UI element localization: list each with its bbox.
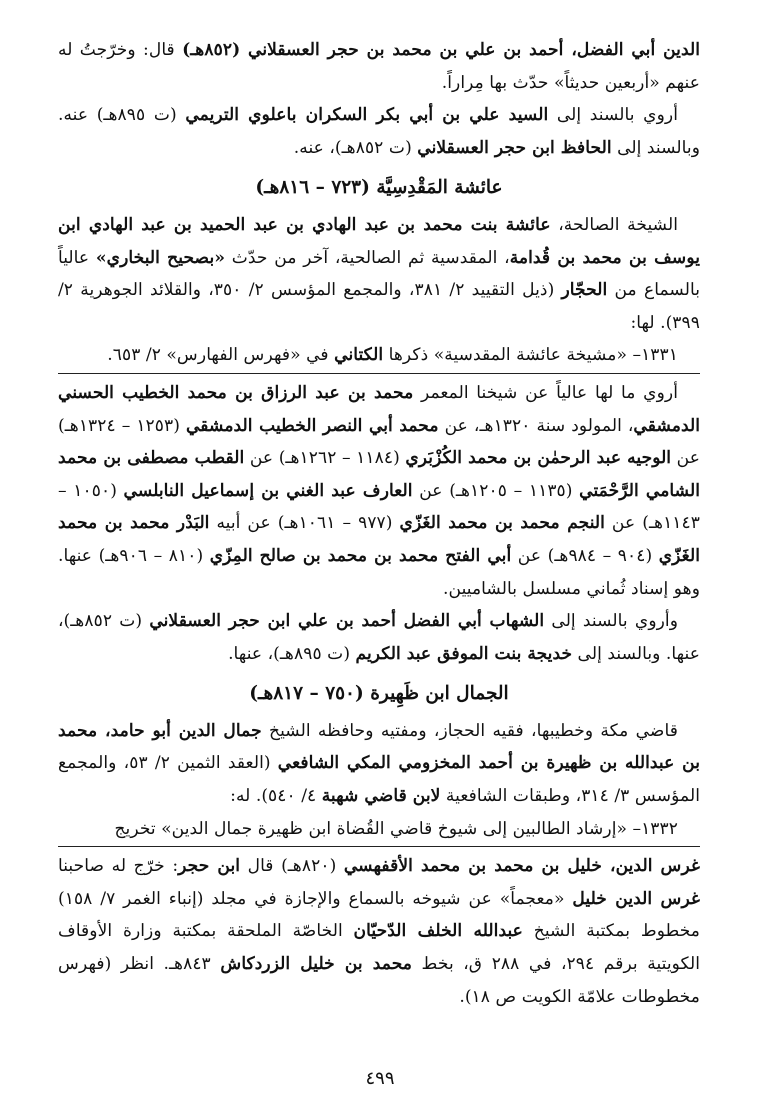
scholar-name: البَدْر محمد بن محمد الغَزّي	[58, 513, 700, 566]
scholar-name: عائشة بنت محمد بن عبد الهادي بن عبد الحميد بن عبد الهادي ابن يوسف بن محمد بن قُدامة	[58, 214, 700, 268]
text-run: «معجماً» عن شيوخه بالسماع والإجازة في مجلد (إنباء الغمر ٧/ ١٥٨) مخطوط بمكتبة الشيخ	[58, 888, 700, 942]
text-run: الخاصّة الملحقة بمكتبة وزارة الأوقاف الكويتية برقم ٢٩٤، في ٢٨٨ ق، بخط	[58, 921, 700, 975]
text-run: قاضي مكة وخطيبها، فقيه الحجاز، ومفتيه وحافظه الشيخ	[261, 720, 678, 741]
text-run: ٨٤٣هـ. انظر (فهرس مخطوطات علامّة الكويت ص ١٨).	[58, 954, 700, 1007]
text-run: قال: وخرّجتُ له عنهم «أربعين حديثاً» حدّث بها مِراراً.	[58, 40, 700, 93]
section-title-ibn-zahira: الجمال ابن ظَهِيرة (٧٥٠ – ٨١٧هـ)	[249, 683, 509, 705]
text-run: (٩٧٧ – ١٠٦١هـ) عن أبيه	[209, 513, 400, 534]
text-run: وأروي بالسند إلى	[544, 611, 678, 632]
text-run: (١٠٥٠ – ١١٤٣هـ) عن	[58, 480, 701, 534]
scholar-name: غرس الدين خليل	[572, 888, 701, 909]
text-run: في «فهرس الفهارس» ٢/ ٦٥٣.	[107, 345, 335, 366]
scholar-name: السيد علي بن أبي بكر السكران باعلوي التريمي	[185, 105, 549, 126]
paragraph-description	[58, 850, 700, 1013]
scholar-name: ابن حجر	[178, 856, 241, 877]
section-title-aisha: عائشة المَقْدِسِيَّة (٧٢٣ – ٨١٦هـ)	[255, 177, 503, 199]
scholar-name: العارف عبد الغني بن إسماعيل النابلسي	[123, 480, 413, 501]
scholar-name: لابن قاضي شهبة	[321, 786, 441, 807]
text-run: (العقد الثمين ٢/ ٥٣، والمجمع المؤسس ٣/ ٣١٤، وطبقات الشافعية	[58, 753, 700, 807]
scholar-name: محمد بن خليل الزردكاش	[220, 954, 412, 975]
book-title: «بصحيح البخاري»	[95, 247, 225, 268]
entry-1331	[58, 339, 700, 374]
scholar-name: عبدالله الخلف الدّحيّان	[353, 921, 523, 942]
text-run: ، المولود سنة ١٣٢٠هـ، عن	[438, 415, 634, 436]
paragraph-chain	[58, 605, 700, 670]
scholar-name: القطب مصطفى بن محمد الشامي الرَّحْمَتي	[58, 448, 701, 501]
text-run: ١٣٣٢– «إرشاد الطالبين إلى شيوخ قاضي القُضاة ابن ظهيرة جمال الدين» تخريج	[114, 818, 678, 839]
text-run: (١٢٥٣ – ١٣٢٤هـ) عن	[58, 415, 700, 469]
text-run: (ت ٨٩٥هـ) عنه. وبالسند إلى	[58, 105, 700, 158]
scholar-name: الحجّار	[561, 280, 608, 301]
scholar-name: محمد أبي النصر الخطيب الدمشقي	[185, 415, 439, 436]
text-run: (ذيل التقييد ٢/ ٣٨١، والمجمع المؤسس ٢/ ٣٥٠، والقلائد الجوهرية ٢/ ٣٩٩). لها:	[58, 280, 700, 333]
text-run: ، المقدسية ثم الصالحية، آخر من حدّث	[224, 247, 510, 268]
text-run: (ت ٨٩٥هـ)، عنها.	[228, 643, 356, 664]
scholar-name: الشهاب أبي الفضل أحمد بن علي ابن حجر العسقلاني	[149, 611, 545, 632]
scholar-name: الكتاني	[334, 345, 384, 366]
scholar-name: خديجة بنت الموفق عبد الكريم	[355, 643, 573, 664]
paragraph-biography	[58, 715, 700, 813]
paragraph-biography	[58, 209, 700, 339]
text-run: (١١٨٤ – ١٢٦٢هـ) عن	[244, 448, 406, 469]
scholar-name: غرس الدين، خليل بن محمد بن محمد الأقفهسي	[343, 856, 700, 877]
page-body	[58, 34, 700, 1013]
text-run: أروي بالسند إلى	[548, 105, 678, 126]
text-run: (١١٣٥ – ١٢٠٥هـ) عن	[412, 480, 580, 501]
page-number: ٤٩٩	[365, 1068, 395, 1089]
scholar-name: الدين أبي الفضل، أحمد بن علي بن محمد بن حجر العسقلاني (٨٥٢هـ)	[182, 40, 701, 60]
scholar-name: محمد بن عبد الرزاق بن محمد الخطيب الحسني الدمشقي	[58, 382, 701, 436]
text-run: (٨١٠ – ٩٠٦هـ) عنها. وهو إسناد ثُماني مسلسل بالشاميين.	[58, 545, 700, 599]
text-run: (٨٢٠هـ) قال	[240, 856, 344, 877]
text-run: ٤/ ٥٤٠). له:	[230, 786, 322, 807]
text-run: : خرّج له صاحبنا	[58, 856, 179, 877]
text-run: (ت ٨٥٢هـ)، عنه.	[293, 137, 418, 158]
scholar-name: جمال الدين أبو حامد، محمد بن عبدالله بن ظهيرة بن أحمد المخزومي المكي الشافعي	[58, 720, 700, 774]
scholar-name: الحافظ ابن حجر العسقلاني	[417, 137, 612, 158]
text-run: عالياً بالسماع من	[58, 247, 700, 301]
paragraph-chain	[58, 377, 700, 605]
paragraph-continuation	[58, 34, 700, 99]
scholar-name: أبي الفتح محمد بن محمد بن صالح المِزّي	[209, 545, 512, 566]
scholar-name: النجم محمد بن محمد الغَزّي	[399, 513, 605, 534]
text-run: الشيخة الصالحة،	[550, 214, 678, 235]
text-run: (٩٠٤ – ٩٨٤هـ) عن	[511, 545, 659, 566]
text-run: (ت ٨٥٢هـ)، عنها. وبالسند إلى	[58, 611, 700, 664]
entry-1332	[58, 813, 700, 848]
text-run: ١٣٣١– «مشيخة عائشة المقدسية» ذكرها	[383, 345, 678, 366]
paragraph-chain	[58, 99, 700, 164]
text-run: أروي ما لها عالياً عن شيخنا المعمر	[413, 382, 678, 403]
scholar-name: الوجيه عبد الرحمٰن بن محمد الكُزْبَري	[405, 448, 672, 469]
